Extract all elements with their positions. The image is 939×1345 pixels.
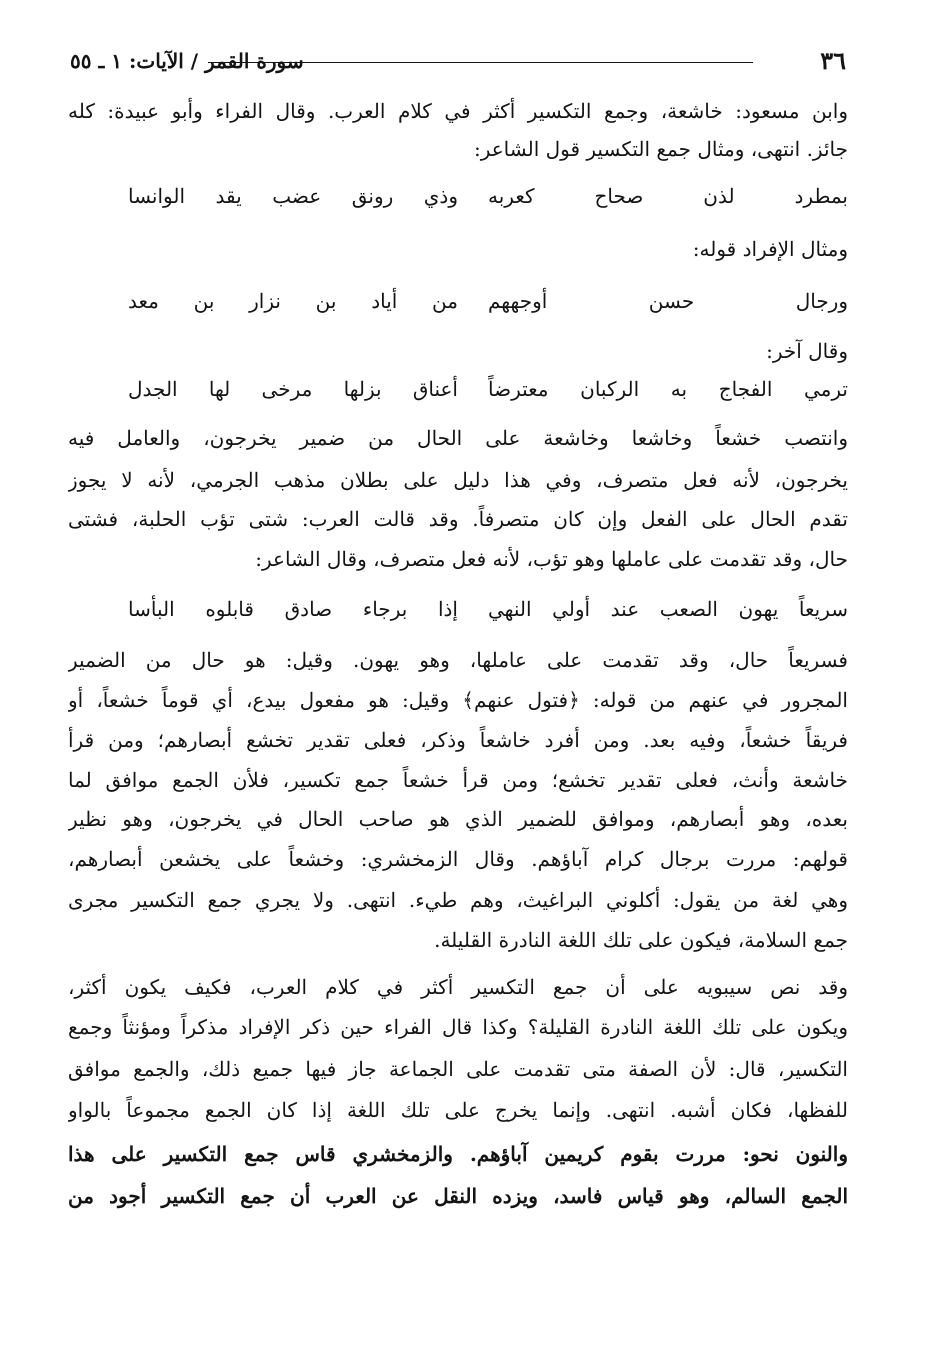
text-line: جمع السلامة، فيكون على تلك اللغة النادرة القليلة.	[434, 928, 848, 952]
text-line: والنون نحو: مررت بقوم كريمين آباؤهم. والزمخشري قاس جمع التكسير على هذا	[68, 1142, 848, 1166]
text-line: وابن مسعود: خاشعة، وجمع التكسير أكثر في كلام العرب. وقال الفراء وأبو عبيدة: كله	[68, 99, 848, 123]
text-line: الجمع السالم، وهو قياس فاسد، ويزده النقل عن العرب أن جمع التكسير أجود من	[68, 1184, 848, 1208]
running-header	[70, 42, 846, 78]
text-line: وهي لغة من يقول: أكلوني البراغيث، وهم طيء. انتهى. ولا يجري جمع التكسير مجرى	[68, 888, 848, 912]
verse-hemistich-first: ورجال حسن أوجههم	[488, 289, 848, 313]
verse	[68, 369, 848, 409]
verse-hemistich-first: سريعاً يهون الصعب عند أولي النهي	[488, 597, 848, 621]
text-line: وقال آخر:	[766, 339, 848, 363]
text-line: يخرجون، لأنه فعل متصرف، وفي هذا دليل على بطلان مذهب الجرمي، لأنه لا يجوز	[68, 468, 848, 492]
verse-hemistich-second: إذا برجاء صادق قابلوه البأسا	[128, 597, 458, 621]
verse-hemistich-first: بمطرد لذن صحاح كعربه	[488, 184, 848, 208]
text-line: للفظها، فكان أشبه. انتهى. وإنما يخرج على تلك اللغة إذا كان الجمع مجموعاً بالواو	[68, 1098, 848, 1122]
text-line: بعده، وهو أبصارهم، وموافق للضمير الذي هو صاحب الحال في يخرجون، وهو نظير	[68, 807, 848, 831]
text-line: قولهم: مررت برجال كرام آباؤهم. وقال الزمخشري: وخشعاً على يخشعن أبصارهم،	[68, 847, 848, 871]
text-line: جائز. انتهى، ومثال جمع التكسير قول الشاعر:	[473, 137, 848, 161]
text-line: ويكون على تلك اللغة النادرة القليلة؟ وكذا قال الفراء حين ذكر الإفراد مذكراً ومؤنثاً وجمع	[68, 1015, 848, 1039]
text-line: فريقاً خشعاً، وفيه بعد. ومن أفرد خاشعاً وذكر، فعلى تقدير تخشع أبصارهم؛ ومن قرأ	[68, 728, 848, 752]
verse-hemistich-first: ترمي الفجاج به الركبان معترضاً	[488, 377, 848, 401]
text-line: التكسير، قال: لأن الصفة متى تقدمت على الجماعة جاز فيها جميع ذلك، والجمع موافق	[68, 1057, 848, 1081]
text-line: وانتصب خشعاً وخاشعا وخاشعة على الحال من ضمير يخرجون، والعامل فيه	[68, 426, 848, 450]
verse	[68, 589, 848, 629]
verse-hemistich-second: وذي رونق عضب يقد الوانسا	[128, 184, 458, 208]
page-number: ٣٦	[820, 46, 846, 75]
verse	[68, 176, 848, 216]
verse-hemistich-second: أعناق بزلها مرخى لها الجدل	[128, 377, 458, 401]
verse	[68, 281, 848, 321]
verse-hemistich-second: من أياد بن نزار بن معد	[128, 289, 458, 313]
text-line: وقد نص سيبويه على أن جمع التكسير أكثر في كلام العرب، فكيف يكون أكثر،	[68, 975, 848, 999]
text-line: حال، وقد تقدمت على عاملها وهو تؤب، لأنه فعل متصرف، وقال الشاعر:	[255, 547, 848, 571]
text-line: تقدم الحال على الفعل وإن كان متصرفاً. وقد قالت العرب: شتى تؤب الحلبة، فشتى	[68, 507, 848, 531]
text-line: المجرور في عنهم من قوله: ﴿فتول عنهم﴾ وقيل: هو مفعول بيدع، أي قوماً خشعاً، أو	[68, 688, 848, 712]
text-line: خاشعة وأنث، فعلى تقدير تخشع؛ ومن قرأ خشعاً جمع تكسير، فلأن الجمع موافق لما	[68, 768, 848, 792]
text-line: ومثال الإفراد قوله:	[692, 237, 848, 261]
text-line: فسريعاً حال، وقد تقدمت على عاملها، وهو يهون. وقيل: هو حال من الضمير	[68, 648, 848, 672]
header-title: سورة القمر / الآيات: ١ ـ ٥٥	[70, 49, 304, 73]
